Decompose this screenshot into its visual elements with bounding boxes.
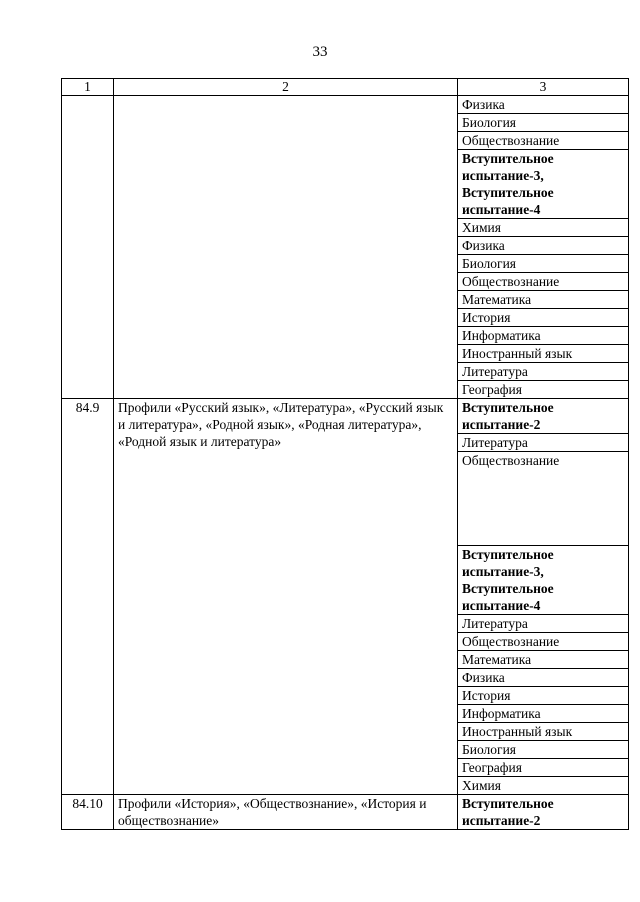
subject-cell: Химия [458, 219, 629, 237]
subject-cell: Биология [458, 255, 629, 273]
subject-cell: Физика [458, 237, 629, 255]
table-header-row [62, 79, 629, 96]
entrance-exam-label: Вступительное испытание-3, Вступительное испытание-4 [458, 150, 629, 219]
subject-cell: Математика [458, 651, 629, 669]
subject-cell: Химия [458, 777, 629, 795]
profile-description: Профили «История», «Обществознание», «История и обществознание» [114, 795, 458, 830]
subject-cell: Физика [458, 96, 629, 114]
subject-cell: Обществознание [458, 132, 629, 150]
subject-cell: История [458, 309, 629, 327]
table-row [62, 795, 629, 830]
subject-cell: Литература [458, 363, 629, 381]
number-cell-continued [62, 96, 114, 399]
subject-cell: Информатика [458, 327, 629, 345]
page-number: 33 [312, 44, 328, 60]
subject-cell: Иностранный язык [458, 345, 629, 363]
column-header-1: 1 [62, 79, 114, 96]
subject-cell: Литература [458, 434, 629, 452]
table-row [62, 96, 629, 114]
entrance-exam-label: Вступительное испытание-2 [458, 795, 629, 830]
subject-cell: Литература [458, 615, 629, 633]
subject-cell: Информатика [458, 705, 629, 723]
subject-cell: Обществознание [458, 273, 629, 291]
row-number: 84.9 [62, 399, 114, 795]
description-cell-continued [114, 96, 458, 399]
profile-description: Профили «Русский язык», «Литература», «Русский язык и литература», «Родной язык», «Родная литература», «Родной язык и литература» [114, 399, 458, 795]
table-row [62, 399, 629, 434]
subject-cell: География [458, 759, 629, 777]
subject-cell: Обществознание [458, 633, 629, 651]
subject-cell: Иностранный язык [458, 723, 629, 741]
subject-cell: Математика [458, 291, 629, 309]
subject-cell: География [458, 381, 629, 399]
subject-cell: Обществознание [458, 452, 629, 546]
subject-cell: Биология [458, 741, 629, 759]
subject-cell: История [458, 687, 629, 705]
row-number: 84.10 [62, 795, 114, 830]
column-header-2: 2 [114, 79, 458, 96]
entrance-exam-label: Вступительное испытание-2 [458, 399, 629, 434]
subject-cell: Биология [458, 114, 629, 132]
subject-cell: Физика [458, 669, 629, 687]
admission-subjects-table [61, 78, 629, 830]
entrance-exam-label: Вступительное испытание-3, Вступительное испытание-4 [458, 546, 629, 615]
column-header-3: 3 [458, 79, 629, 96]
